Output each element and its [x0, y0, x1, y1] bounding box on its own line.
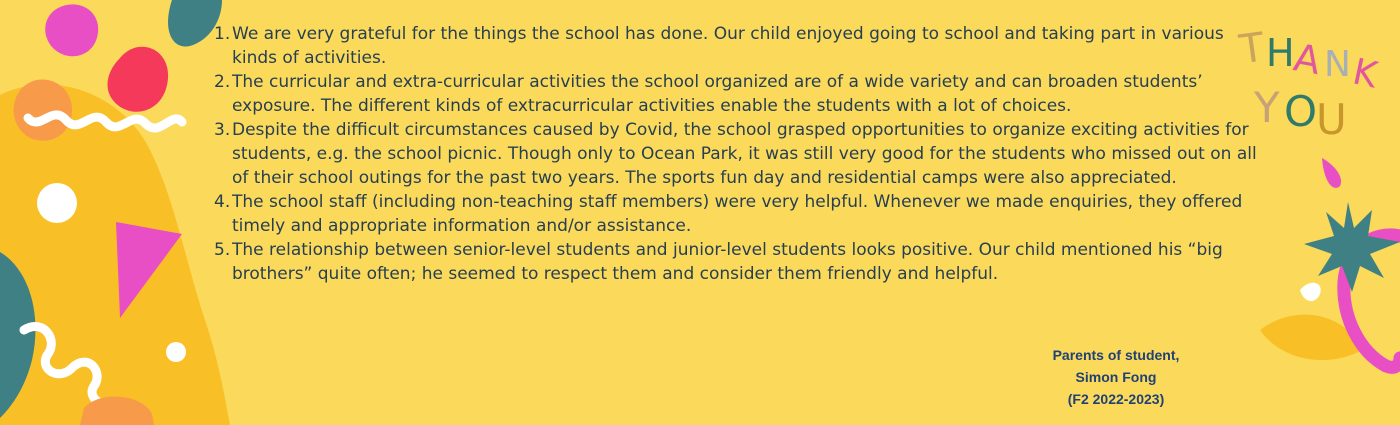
item-number: 3. — [214, 120, 231, 140]
item-text: The curricular and extra-curricular activities the school organized are of a wide variety and can broaden students’ exposure. The different kinds of extracurricular activities enable the students with a lot of choices. — [232, 72, 1203, 116]
appreciation-list — [214, 22, 1264, 286]
list-item — [214, 118, 1264, 190]
signature-block — [1012, 344, 1220, 410]
item-number: 1. — [214, 24, 231, 44]
list-item — [214, 238, 1264, 286]
item-text: Despite the difficult circumstances caused by Covid, the school grasped opportunities to organize exciting activities for students, e.g. the school picnic. Though only to Ocean Park, it was still very good for the students who missed out on all of their school outings for the past two years. The sports fun day and residential camps were also appreciated. — [232, 120, 1257, 188]
signature-line-class: (F2 2022-2023) — [1067, 391, 1165, 407]
white-petal-shape — [1300, 283, 1321, 301]
item-number: 4. — [214, 192, 231, 212]
magenta-drop-shape — [1322, 158, 1341, 188]
you-letter-o: O — [1284, 87, 1318, 136]
item-text: The relationship between senior-level students and junior-level students looks positive. Our child mentioned his “big brothers” quite often; he seemed to respect them and consider them friendly and helpful. — [232, 240, 1223, 284]
list-item — [214, 70, 1264, 118]
item-number: 2. — [214, 72, 231, 92]
list-item — [214, 22, 1264, 70]
you-letter-y: Y — [1254, 83, 1280, 132]
signature-line-name: Simon Fong — [1075, 369, 1157, 385]
thank-letter-h: H — [1266, 31, 1295, 75]
item-number: 5. — [214, 240, 231, 260]
teal-starburst-shape — [1304, 202, 1400, 292]
signature-line-parents: Parents of student, — [1052, 347, 1180, 363]
thank-letter-n: N — [1324, 44, 1351, 85]
you-letter-u: U — [1316, 95, 1347, 144]
list-item — [214, 190, 1264, 238]
item-text: We are very grateful for the things the school has done. Our child enjoyed going to school and taking part in various kinds of activities. — [232, 24, 1224, 68]
thank-letter-t: T — [1236, 24, 1268, 74]
thank-letter-a: A — [1290, 35, 1324, 84]
thank-letter-k: K — [1349, 51, 1381, 97]
item-text: The school staff (including non-teaching staff members) were very helpful. Whenever we made enquiries, they offered timely and appropriate information and/or assistance. — [232, 192, 1243, 236]
